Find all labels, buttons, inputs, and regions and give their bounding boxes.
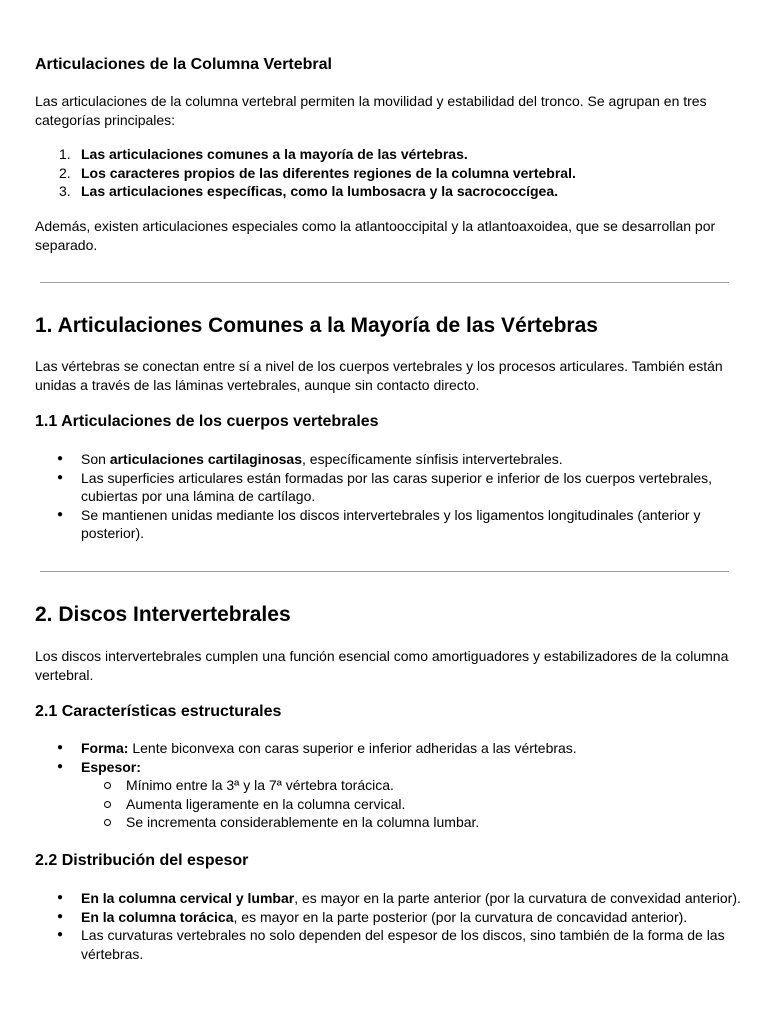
sub-list-item: Mínimo entre la 3ª y la 7ª vértebra torácica.	[81, 776, 745, 795]
section-divider	[40, 282, 729, 283]
list-item	[35, 145, 735, 164]
list-item	[35, 889, 745, 908]
sub-list-item: Se incrementa considerablemente en la columna lumbar.	[81, 813, 745, 832]
list-item-text: , específicamente sínfisis intervertebrales.	[302, 451, 563, 467]
list-item-text: Lente biconvexa con caras superior e inferior adheridas a las vértebras.	[128, 740, 577, 756]
sub-list-item: Aumenta ligeramente en la columna cervical.	[81, 795, 745, 814]
list-item-bold: Forma:	[81, 740, 129, 756]
section1-paragraph: Las vértebras se conectan entre sí a nivel de los cuerpos vertebrales y los procesos articulares. También están unidas a través de las láminas vertebrales, aunque sin contacto directo.	[35, 358, 723, 393]
list-item-bold: En la columna torácica	[81, 908, 234, 925]
list-item	[35, 164, 735, 183]
list-item: ● Las curvaturas vertebrales no solo dependen del espesor de los discos, sino también de la forma de las vértebras.	[35, 926, 745, 963]
section1-1-list	[35, 450, 745, 543]
section2-heading: 2. Discos Intervertebrales	[35, 603, 291, 626]
list-item	[35, 450, 745, 469]
list-item	[35, 908, 745, 927]
section2-2-heading: 2.2 Distribución del espesor	[35, 852, 249, 869]
intro-paragraph: Las articulaciones de la columna vertebral permiten la movilidad y estabilidad del tronco. Se agrupan en tres categorías principales:	[35, 93, 707, 128]
list-number: 3.	[59, 183, 71, 199]
list-item-text: Son	[81, 451, 110, 467]
list-number: 1.	[59, 146, 71, 162]
list-item: ● Se mantienen unidas mediante los discos intervertebrales y los ligamentos longitudinales (anterior y posterior).	[35, 506, 745, 543]
list-item-text: Los caracteres propios de las diferentes regiones de la columna vertebral.	[81, 164, 576, 181]
section1-heading: 1. Articulaciones Comunes a la Mayoría de las Vértebras	[35, 314, 598, 337]
list-number: 2.	[59, 164, 71, 181]
list-item-bold: En la columna cervical y lumbar	[81, 890, 295, 906]
document-title: Articulaciones de la Columna Vertebral	[35, 56, 332, 73]
list-item-bold: articulaciones cartilaginosas	[109, 451, 303, 467]
list-item-bold: Espesor:	[81, 758, 141, 775]
categories-list	[35, 145, 735, 201]
list-item-text: , es mayor en la parte posterior (por la curvatura de concavidad anterior).	[233, 908, 688, 925]
section2-1-heading: 2.1 Características estructurales	[35, 703, 282, 720]
section2-2-list	[35, 889, 745, 963]
sub-list	[81, 776, 745, 832]
list-item	[35, 182, 735, 201]
list-item: ● Las superficies articulares están formadas por las caras superior e inferior de los cuerpos vertebrales, cubiertas por una lámina de cartílago.	[35, 469, 745, 506]
list-item-text: Las articulaciones específicas, como la lumbosacra y la sacrococcígea.	[81, 183, 559, 199]
list-item-text: Las articulaciones comunes a la mayoría de las vértebras.	[81, 146, 468, 162]
section1-1-heading: 1.1 Articulaciones de los cuerpos vertebrales	[35, 413, 379, 430]
section2-1-list	[35, 739, 745, 832]
section-divider	[40, 571, 729, 572]
list-item	[35, 739, 745, 758]
section2-paragraph: Los discos intervertebrales cumplen una función esencial como amortiguadores y estabilizadores de la columna vertebral.	[35, 648, 729, 683]
intro-note-paragraph: Además, existen articulaciones especiales como la atlantooccipital y la atlantoaxoidea, que se desarrollan por separado.	[35, 218, 716, 253]
list-item-text: , es mayor en la parte anterior (por la curvatura de convexidad anterior).	[294, 890, 741, 906]
list-item	[35, 758, 745, 832]
